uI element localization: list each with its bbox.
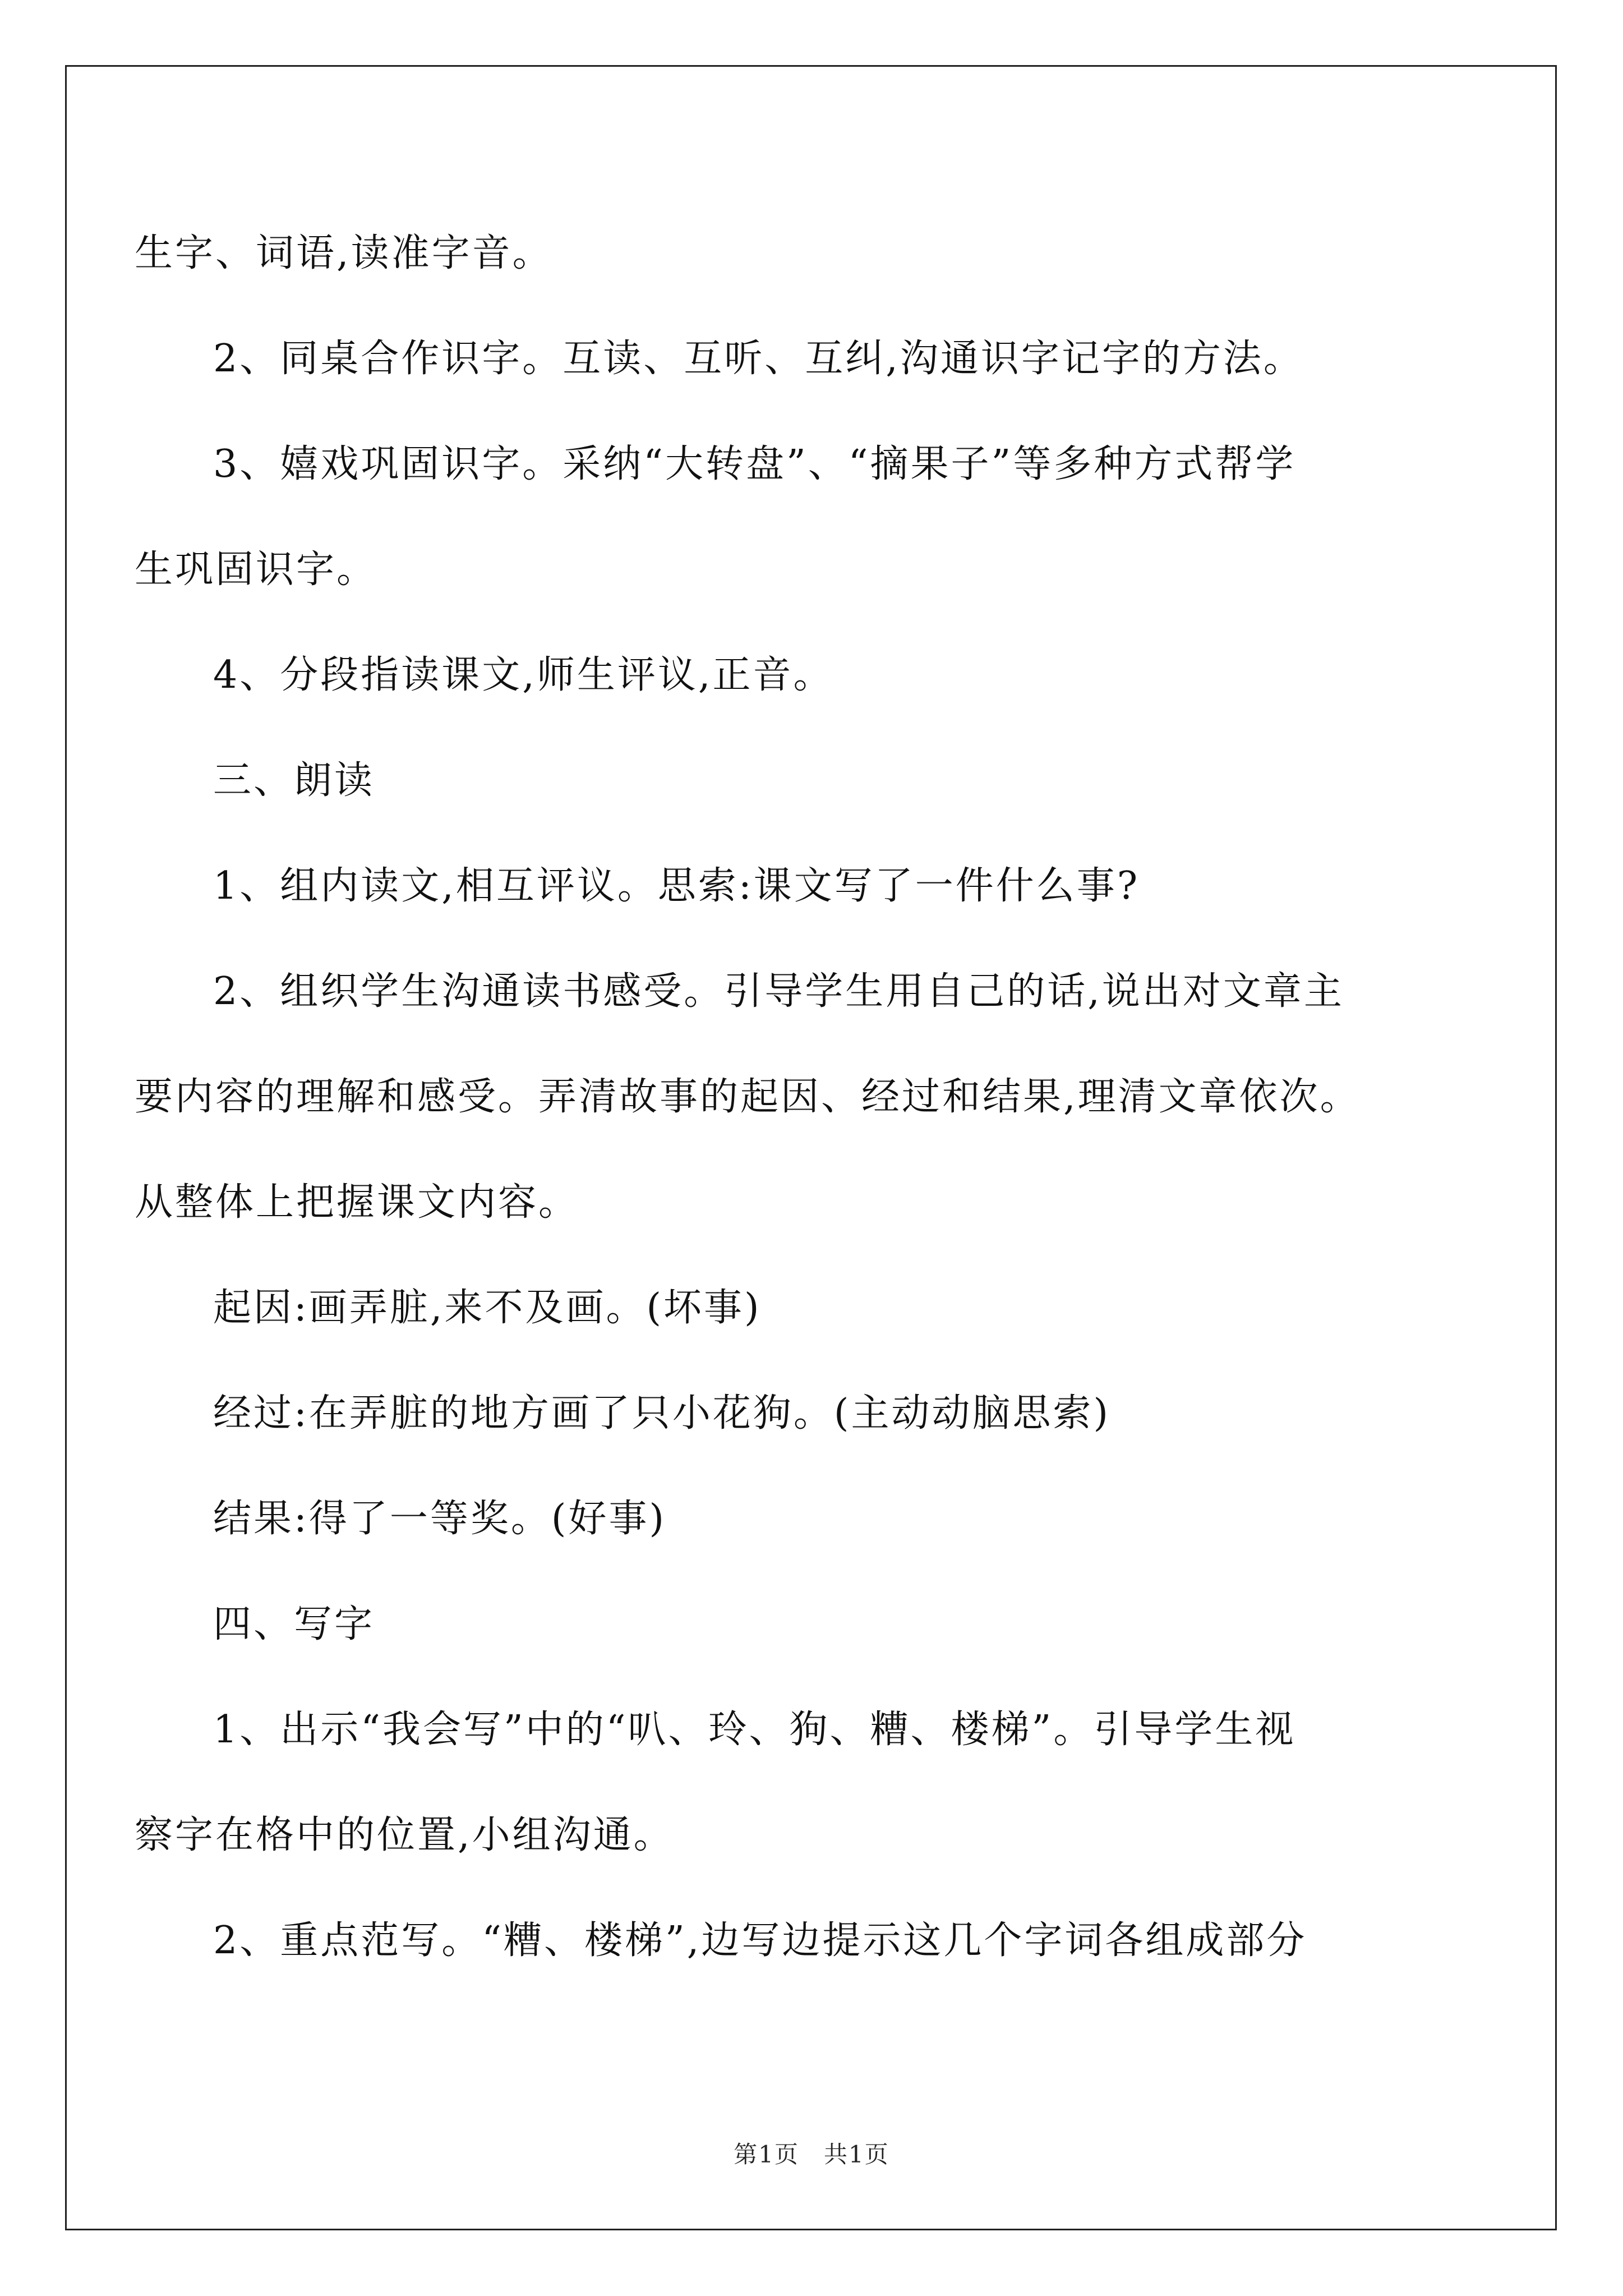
- text-line: 生字、词语,读准字音。: [135, 231, 553, 275]
- text-line: 从整体上把握课文内容。: [135, 1180, 579, 1225]
- text-line: 1、组内读文,相互评议。思索:课文写了一件什么事?: [213, 864, 1140, 908]
- text-line: 2、组织学生沟通读书感受。引导学生用自己的话,说出对文章主: [213, 969, 1344, 1014]
- text-line: 2、重点范写。“糟、楼梯”,边写边提示这几个字词各组成部分: [213, 1918, 1307, 1963]
- page-border: [65, 65, 1557, 2230]
- text-line: 起因:画弄脏,来不及画。(坏事): [213, 1286, 762, 1330]
- text-line: 生巩固识字。: [135, 547, 377, 592]
- text-line: 3、嬉戏巩固识字。采纳“大转盘”、“摘果子”等多种方式帮学: [213, 442, 1296, 486]
- text-line: 2、同桌合作识字。互读、互听、互纠,沟通识字记字的方法。: [213, 337, 1304, 381]
- section-heading: 四、写字: [213, 1602, 375, 1646]
- text-line: 经过:在弄脏的地方画了只小花狗。(主动动脑思索): [213, 1391, 1110, 1435]
- text-line: 1、出示“我会写”中的“叭、玲、狗、糟、楼梯”。引导学生视: [213, 1708, 1296, 1752]
- section-heading: 三、朗读: [213, 758, 375, 803]
- text-line: 4、分段指读课文,师生评议,正音。: [213, 653, 834, 697]
- text-line: 察字在格中的位置,小组沟通。: [135, 1813, 674, 1857]
- text-line: 要内容的理解和感受。弄清故事的起因、经过和结果,理清文章依次。: [135, 1075, 1361, 1119]
- text-line: 结果:得了一等奖。(好事): [213, 1497, 666, 1541]
- page-footer: 第1页 共1页: [734, 2141, 889, 2168]
